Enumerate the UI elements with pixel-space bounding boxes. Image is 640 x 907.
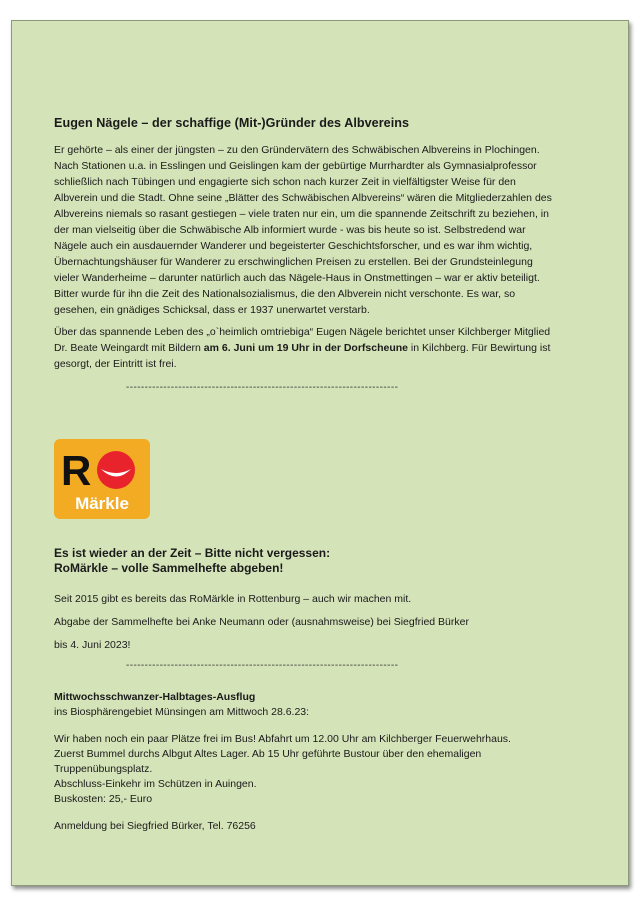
- romaerkle-line-3: bis 4. Juni 2023!: [54, 639, 131, 651]
- article-paragraph-2: Über das spannende Leben des „o`heimlich omtriebiga“ Eugen Nägele berichtet unser Kilchberger Mitglied Dr. Beate Weingardt mit Bildern am 6. Juni um 19 Uhr in der Dorfscheune in Kilchberg. Für Bewirtung ist gesorgt, der Eintritt ist frei.: [54, 326, 551, 370]
- article-paragraph-1: Er gehörte – als einer der jüngsten – zu den Gründervätern des Schwäbischen Albvereins in Plochingen. Nach Stationen u.a. in Esslingen und Geislingen kam der gebürtige Murrhardter als Gymnasialprofessor schließlich nach Tübingen und engagierte sich schon nach kurzer Zeit in vielfältigster Weise für den Albverein und die Stadt. Ohne seine „Blätter des Schwäbischen Albvereins“ wären die Mitgliederzahlen des Albvereins niemals so rasant gestiegen – viele traten nur ein, um die spannende Zeitschrift zu beziehen, in der man vielseitig über die Schwäbische Alb informiert wurde - was bis heute so ist. Selbstredend war Nägele auch ein ausdauernder Wanderer und begeisterter Geschichtsforscher, und es war ihm wichtig, Übernachtungshäuser für Wanderer zu erschwinglichen Preisen zu erstellen. Bei der Grundsteinlegung vieler Wanderheime – darunter natürlich auch das Nägele-Haus in Onstmettingen – war er aktiv beteiligt. Bitter wurde für ihn die Zeit des Nationalsozialismus, die den Albverein nicht verschonte. Es war, so gesehen, ein gnädiges Schicksal, dass er 1937 unerwartet verstarb.: [54, 144, 552, 316]
- article-title: Eugen Nägele – der schaffige (Mit-)Gründer des Albvereins: [54, 116, 410, 130]
- ausflug-subtitle: ins Biosphärengebiet Münsingen am Mittwoch 28.6.23:: [54, 706, 310, 718]
- romaerkle-logo: [54, 439, 150, 519]
- ausflug-text-3: Abschluss-Einkehr im Schützen in Auingen.: [54, 778, 257, 790]
- logo-letter-r: R: [61, 447, 92, 494]
- ausflug-contact: Anmeldung bei Siegfried Bürker, Tel. 76256: [54, 820, 256, 832]
- romaerkle-section: [54, 546, 554, 672]
- ausflug-title: Mittwochsschwanzer-Halbtages-Ausflug: [54, 691, 256, 703]
- separator-line-1: -------------------------------------------------------------------------: [126, 382, 399, 393]
- romaerkle-line-1: Seit 2015 gibt es bereits das RoMärkle in Rottenburg – auch wir machen mit.: [54, 593, 412, 605]
- ausflug-text-1: Wir haben noch ein paar Plätze frei im Bus! Abfahrt um 12.00 Uhr am Kilchberger Feuerwehrhaus.: [54, 733, 511, 745]
- logo-word: Märkle: [75, 494, 129, 513]
- ausflug-text-2: Zuerst Bummel durchs Albgut Altes Lager. Ab 15 Uhr geführte Bustour über den ehemaligen Truppenübungsplatz.: [54, 748, 482, 775]
- romaerkle-heading-2: RoMärkle – volle Sammelhefte abgeben!: [54, 561, 284, 575]
- ausflug-section: [54, 690, 554, 834]
- event-date-location: am 6. Juni um 19 Uhr in der Dorfscheune: [203, 342, 409, 354]
- separator-line-2: -------------------------------------------------------------------------: [126, 660, 399, 671]
- romaerkle-logo-graphic: [54, 439, 150, 519]
- article-eugen-naegele: [54, 116, 554, 394]
- ausflug-text-4: Buskosten: 25,- Euro: [54, 793, 153, 805]
- romaerkle-line-2: Abgabe der Sammelhefte bei Anke Neumann oder (ausnahmsweise) bei Siegfried Bürker: [54, 616, 469, 628]
- romaerkle-heading-1: Es ist wieder an der Zeit – Bitte nicht vergessen:: [54, 546, 331, 560]
